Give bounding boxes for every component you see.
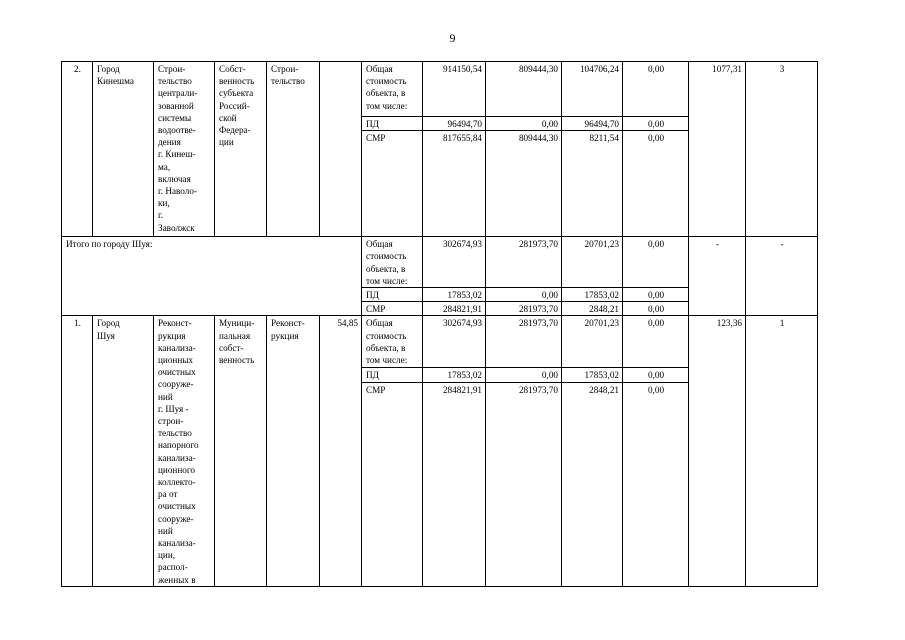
value-cell: 284821,91 (423, 382, 486, 586)
object-cell: Строи- тельство централи- зованной системы водоотве- дения г. Кинеш- ма, включая г. Наволо- ки, г. Заволжск (154, 62, 215, 237)
value-cell: 302674,93 (423, 237, 486, 288)
row-index: 1. (62, 316, 93, 586)
cost-label: ПД (362, 117, 423, 131)
value-cell: 17853,02 (562, 288, 623, 302)
table-row (62, 316, 818, 368)
value-cell: 0,00 (486, 288, 562, 302)
value-cell: 96494,70 (562, 117, 623, 131)
value-cell: 0,00 (623, 237, 689, 288)
table-row (62, 62, 818, 117)
value-cell: 809444,30 (486, 131, 562, 237)
cost-label: СМР (362, 382, 423, 586)
value-cell: 914150,54 (423, 62, 486, 117)
value-cell: 0,00 (623, 316, 689, 368)
ownership-cell: Собст- венность субъекта Россий- ской Федера- ции (215, 62, 267, 237)
term-cell: - (746, 237, 818, 316)
cost-label: Общая стоимость объекта, в том числе: (362, 237, 423, 288)
object-cell: Реконст- рукция канализа- ционных очистных сооруже- ний г. Шуя - строи- тельство напорного канализа- ционного коллекто- ра от очистных сооруже- ний канализа- ции, распол- женных в (154, 316, 215, 586)
value-cell: 284821,91 (423, 302, 486, 316)
value-cell: 0,00 (623, 62, 689, 117)
value-cell: 17853,02 (423, 368, 486, 382)
cost-label: ПД (362, 288, 423, 302)
row-index: 2. (62, 62, 93, 237)
value-cell: 0,00 (486, 368, 562, 382)
value-cell: 809444,30 (486, 62, 562, 117)
cost-label: ПД (362, 368, 423, 382)
value-cell: 2848,21 (562, 302, 623, 316)
value-cell: 817655,84 (423, 131, 486, 237)
capacity-cell: 54,85 (320, 316, 362, 586)
cost-label: СМР (362, 302, 423, 316)
value-cell: 96494,70 (423, 117, 486, 131)
city-cell: Город Кинешма (93, 62, 154, 237)
cost-label: СМР (362, 131, 423, 237)
value-cell: 104706,24 (562, 62, 623, 117)
value-cell: 302674,93 (423, 316, 486, 368)
value-cell: 17853,02 (562, 368, 623, 382)
table-row (62, 237, 818, 288)
value-cell: 20701,23 (562, 237, 623, 288)
investment-table (61, 61, 818, 587)
value-cell: 281973,70 (486, 302, 562, 316)
term-cell: 3 (746, 62, 818, 237)
cost-label: Общая стоимость объекта, в том числе: (362, 316, 423, 368)
ownership-cell: Муници- пальная собст- венность (215, 316, 267, 586)
indicator-cell: - (689, 237, 746, 316)
work-type-cell: Реконст- рукция (267, 316, 320, 586)
page-number: 9 (449, 31, 456, 45)
value-cell: 0,00 (623, 382, 689, 586)
value-cell: 281973,70 (486, 316, 562, 368)
value-cell: 281973,70 (486, 382, 562, 586)
value-cell: 0,00 (623, 368, 689, 382)
value-cell: 281973,70 (486, 237, 562, 288)
value-cell: 0,00 (623, 302, 689, 316)
value-cell: 0,00 (623, 131, 689, 237)
value-cell: 2848,21 (562, 382, 623, 586)
value-cell: 8211,54 (562, 131, 623, 237)
value-cell: 0,00 (623, 288, 689, 302)
cost-label: Общая стоимость объекта, в том числе: (362, 62, 423, 117)
city-cell: Город Шуя (93, 316, 154, 586)
term-cell: 1 (746, 316, 818, 586)
value-cell: 17853,02 (423, 288, 486, 302)
total-label: Итого по городу Шуя: (62, 237, 362, 316)
value-cell: 20701,23 (562, 316, 623, 368)
indicator-cell: 1077,31 (689, 62, 746, 237)
work-type-cell: Строи- тельство (267, 62, 320, 237)
value-cell: 0,00 (486, 117, 562, 131)
indicator-cell: 123,36 (689, 316, 746, 586)
value-cell: 0,00 (623, 117, 689, 131)
capacity-cell (320, 62, 362, 237)
